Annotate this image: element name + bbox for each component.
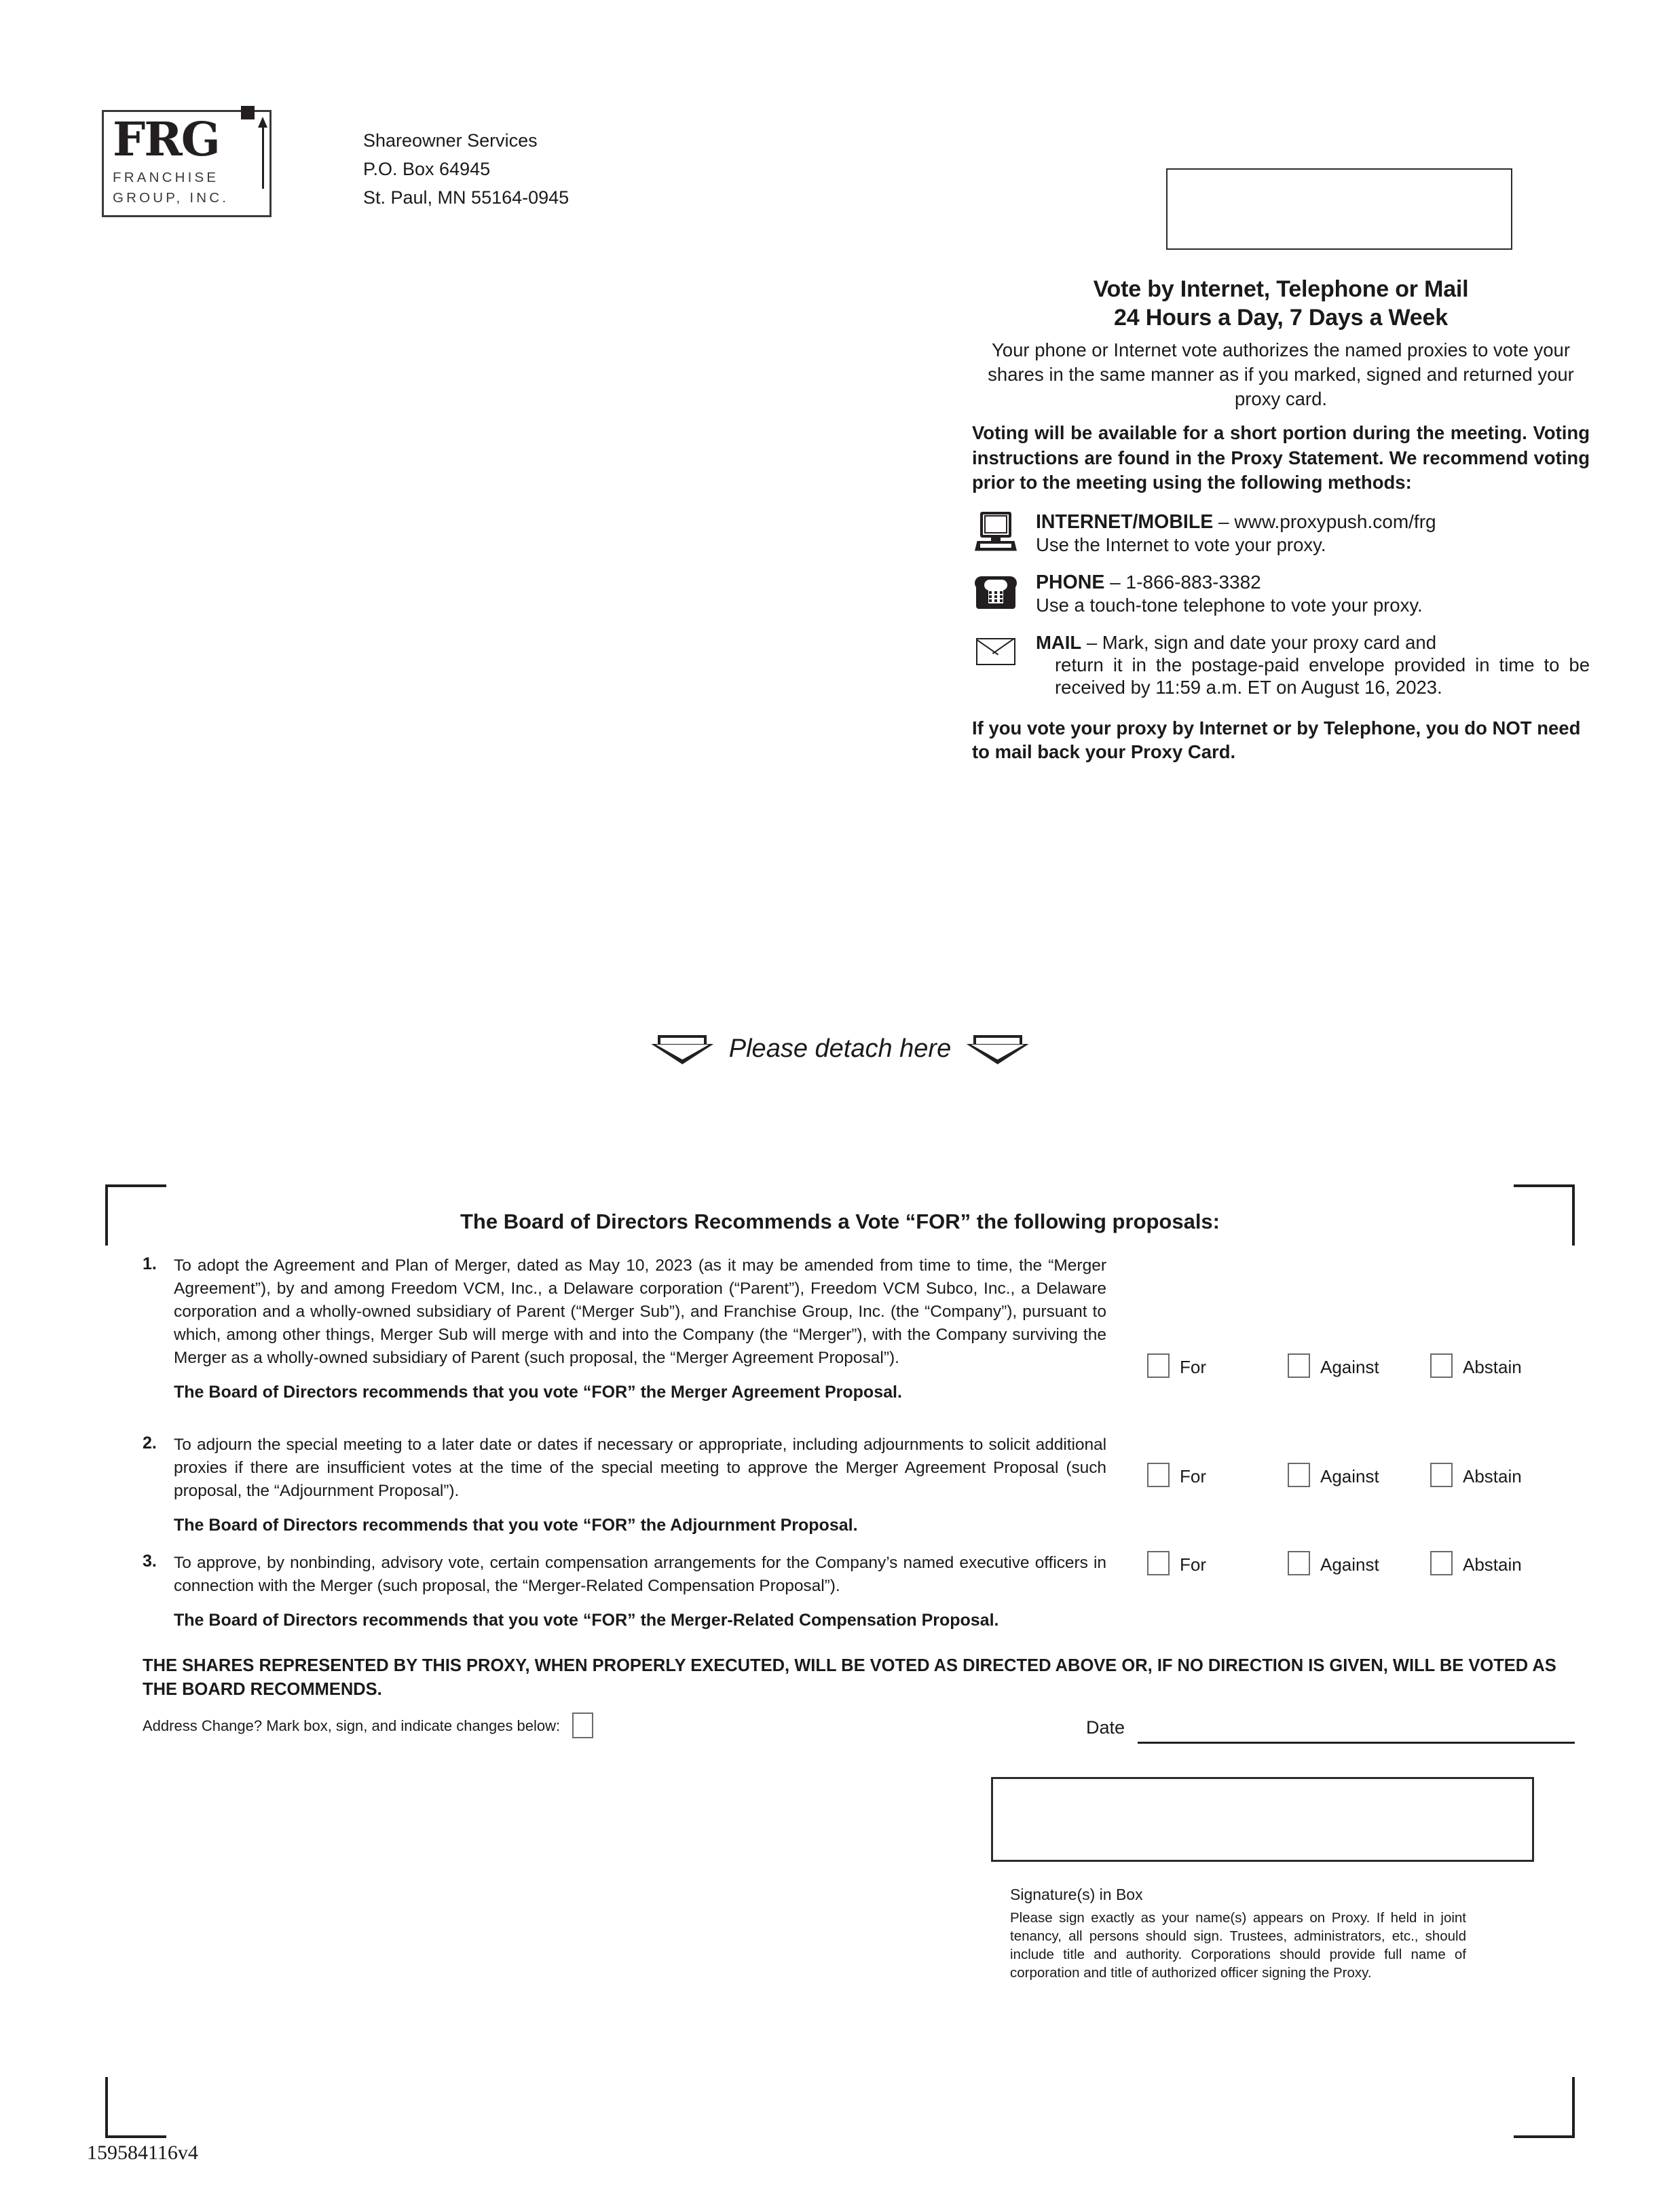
logo-wordmark: FRG <box>113 113 219 167</box>
date-input-line[interactable] <box>1138 1742 1575 1744</box>
vote-method-phone <box>972 571 1590 616</box>
phone-description: Use a touch-tone telephone to vote your proxy. <box>1036 594 1423 616</box>
checkbox-address-change[interactable] <box>572 1713 593 1738</box>
phone-label: PHONE <box>1036 571 1105 593</box>
vote-label-against-2: Against <box>1320 1466 1379 1486</box>
mail-method-body <box>1036 631 1590 698</box>
proposal-3-recommendation: The Board of Directors recommends that you vote “FOR” the Merger-Related Compensation Proposal. <box>174 1611 999 1630</box>
document-number: 159584116v4 <box>87 2141 198 2164</box>
logo-subtitle-line2: GROUP, INC. <box>113 190 229 206</box>
proposal-1-recommendation: The Board of Directors recommends that you vote “FOR” the Merger Agreement Proposal. <box>174 1383 902 1402</box>
crop-mark-bottom-left <box>105 2077 166 2138</box>
checkbox-for-2[interactable] <box>1147 1463 1170 1487</box>
detach-divider <box>0 1035 1680 1065</box>
logo-subtitle-line1: FRANCHISE <box>113 170 219 185</box>
address-line-1: Shareowner Services <box>363 130 538 151</box>
shares-represented-notice: THE SHARES REPRESENTED BY THIS PROXY, WHEN PROPERLY EXECUTED, WILL BE VOTED AS DIRECTED ABOVE OR, IF NO DIRECTION IS GIVEN, WILL BE VOTED AS THE BOARD RECOMMENDS. <box>143 1656 1556 1699</box>
checkbox-abstain-3[interactable] <box>1430 1551 1453 1575</box>
signature-box[interactable] <box>991 1777 1534 1862</box>
proposal-3 <box>143 1552 1106 1631</box>
checkbox-abstain-1[interactable] <box>1430 1353 1453 1378</box>
vote-instructions-panel <box>972 275 1590 764</box>
proposal-2-text: To adjourn the special meeting to a later date or dates if necessary or appropriate, including adjournments to solicit additional proxies if there are insufficient votes at the time of the special meeting to approve the Merger Agreement Proposal (such proposal, the “Adjournment Proposal”). <box>174 1436 1106 1500</box>
proposal-1-text: To adopt the Agreement and Plan of Merger, dated as May 10, 2023 (as it may be amended from time to time, the “Merger Agreement”), by and among Freedom VCM, Inc., a Delaware corporation (“Parent”), Freedom VCM Subco, Inc., a Delaware corporation and a wholly-owned subsidiary of Parent (“Merger Sub”), and Franchise Group, Inc. (the “Company”), pursuant to which, among other things, Merger Sub will merge with and into the Company (the “Merger”), with the Company surviving the Merger as a wholly-owned subsidiary of Parent (such proposal, the “Merger Agreement Proposal”). <box>174 1256 1106 1367</box>
internet-label: INTERNET/MOBILE <box>1036 510 1214 533</box>
vote-panel-heading <box>972 275 1590 332</box>
crop-mark-bottom-right <box>1514 2077 1575 2138</box>
vote-label-for-1: For <box>1180 1357 1206 1377</box>
phone-method-line <box>1036 571 1590 594</box>
signature-caption: Signature(s) in Box <box>1010 1886 1143 1903</box>
frg-logo <box>102 100 285 226</box>
vote-panel-subtext: Your phone or Internet vote authorizes the named proxies to vote your shares in the same manner as if you marked, signed and returned your proxy card. <box>988 339 1574 409</box>
mailing-label-box <box>1166 168 1512 250</box>
date-label: Date <box>1086 1717 1125 1738</box>
computer-icon <box>975 512 1024 554</box>
detach-arrow-right-icon <box>973 1035 1022 1065</box>
vote-label-for-2: For <box>1180 1466 1206 1486</box>
internet-url[interactable]: – www.proxypush.com/frg <box>1213 510 1436 532</box>
proposal-1 <box>143 1254 1106 1403</box>
vote-label-abstain-1: Abstain <box>1463 1357 1522 1377</box>
proposal-1-number: 1. <box>143 1254 157 1273</box>
board-recommendation-heading: The Board of Directors Recommends a Vote “FOR” the following proposals: <box>460 1210 1220 1233</box>
vote-heading-line-1: Vote by Internet, Telephone or Mail <box>1093 276 1469 302</box>
checkbox-for-3[interactable] <box>1147 1551 1170 1575</box>
checkbox-against-2[interactable] <box>1288 1463 1310 1487</box>
proposal-2-number: 2. <box>143 1434 157 1453</box>
vote-label-against-3: Against <box>1320 1554 1379 1575</box>
vote-label-for-3: For <box>1180 1554 1206 1575</box>
proposal-3-text: To approve, by nonbinding, advisory vote, certain compensation arrangements for the Company’s named executive officers in connection with the Merger (such proposal, the “Merger-Related Compensation Proposal”). <box>174 1554 1106 1595</box>
vote-panel-bold-notice: Voting will be available for a short portion during the meeting. Voting instructions are found in the Proxy Statement. We recommend voting prior to the meeting using the following methods: <box>972 422 1590 493</box>
detach-label: Please detach here <box>728 1034 952 1063</box>
vote-panel-footer-notice: If you vote your proxy by Internet or by Telephone, you do NOT need to mail back your Proxy Card. <box>972 717 1581 762</box>
internet-method-line <box>1036 510 1590 534</box>
vote-heading-line-2: 24 Hours a Day, 7 Days a Week <box>1114 305 1448 331</box>
mail-label: MAIL <box>1036 631 1082 653</box>
address-line-3: St. Paul, MN 55164-0945 <box>363 187 570 208</box>
address-change-row <box>143 1714 593 1740</box>
mail-description: return it in the postage-paid envelope provided in time to be received by 11:59 a.m. ET on August 16, 2023. <box>1055 654 1590 698</box>
shareowner-address <box>363 126 569 212</box>
vote-method-internet <box>972 510 1590 556</box>
vote-label-abstain-3: Abstain <box>1463 1554 1522 1575</box>
vote-method-mail <box>972 631 1590 698</box>
checkbox-for-1[interactable] <box>1147 1353 1170 1378</box>
mail-lead: – Mark, sign and date your proxy card and <box>1081 631 1437 653</box>
address-change-label: Address Change? Mark box, sign, and indicate changes below: <box>143 1717 561 1734</box>
checkbox-abstain-2[interactable] <box>1430 1463 1453 1487</box>
proposal-2-recommendation: The Board of Directors recommends that you vote “FOR” the Adjournment Proposal. <box>174 1516 858 1535</box>
signature-instructions: Please sign exactly as your name(s) appears on Proxy. If held in joint tenancy, all persons should sign. Trustees, administrators, etc., should include title and authority. Corporations should provide full name of corporation and title of authorized officer signing the Proxy. <box>1010 1910 1466 1981</box>
envelope-icon <box>975 633 1024 675</box>
vote-label-against-1: Against <box>1320 1357 1379 1377</box>
vote-label-abstain-2: Abstain <box>1463 1466 1522 1486</box>
detach-arrow-left-icon <box>658 1035 707 1065</box>
proposal-3-number: 3. <box>143 1552 157 1571</box>
logo-square-accent <box>241 106 255 119</box>
checkbox-against-3[interactable] <box>1288 1551 1310 1575</box>
phone-number[interactable]: – 1-866-883-3382 <box>1104 571 1261 593</box>
address-line-2: P.O. Box 64945 <box>363 159 491 179</box>
proposal-2 <box>143 1434 1106 1536</box>
telephone-icon <box>975 572 1024 614</box>
checkbox-against-1[interactable] <box>1288 1353 1310 1378</box>
internet-description: Use the Internet to vote your proxy. <box>1036 534 1326 555</box>
